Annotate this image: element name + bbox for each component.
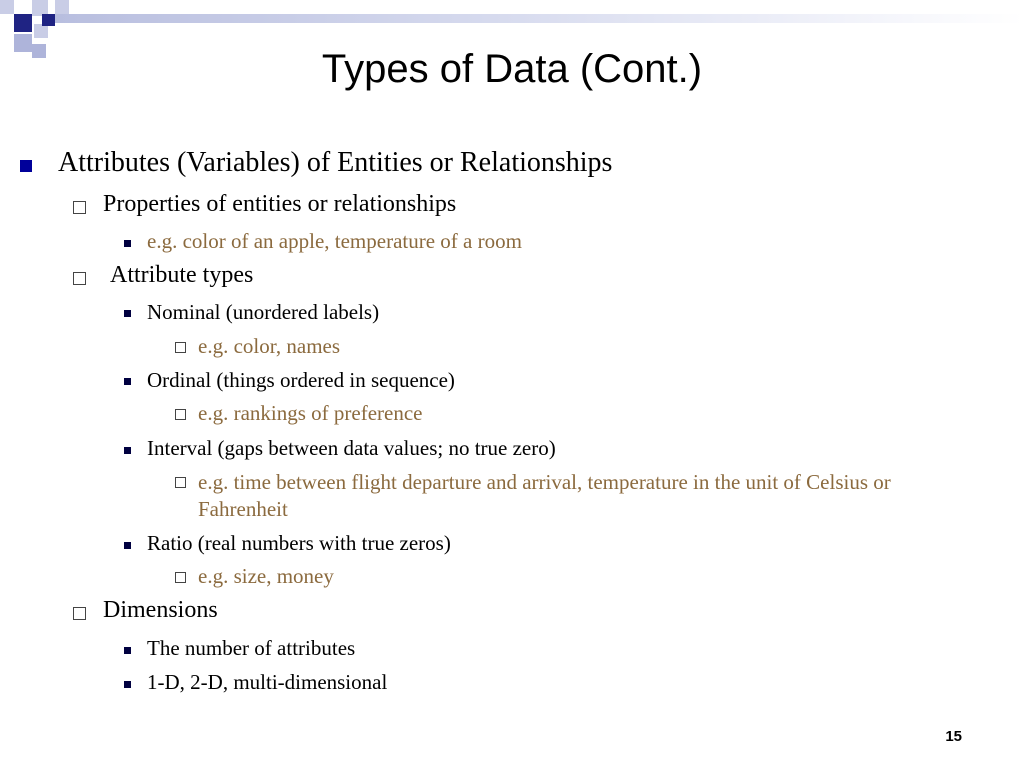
- square-bullet-icon: [20, 160, 32, 172]
- slide-title: Types of Data (Cont.): [321, 47, 703, 91]
- hollow-square-bullet-icon: [73, 607, 86, 620]
- bullet-level2: Attribute types: [110, 262, 254, 288]
- hollow-square-bullet-icon: [73, 201, 86, 214]
- example-text: e.g. size, money: [198, 564, 334, 588]
- hollow-square-bullet-icon: [175, 572, 186, 583]
- bullet-level3: Interval (gaps between data values; no true zero): [147, 436, 556, 460]
- example-text: e.g. color of an apple, temperature of a room: [147, 229, 522, 253]
- bullet-level2: Properties of entities or relationships: [103, 191, 457, 217]
- bullet-level2: Dimensions: [103, 597, 218, 623]
- example-text: e.g. time between flight departure and arrival, temperature in the unit of Celsius or Fahrenheit: [198, 470, 891, 521]
- hollow-square-bullet-icon: [175, 342, 186, 353]
- square-bullet-icon: [124, 542, 131, 549]
- hollow-square-bullet-icon: [73, 272, 86, 285]
- page-number: 15: [945, 728, 962, 745]
- bullet-level3: The number of attributes: [147, 636, 356, 660]
- square-bullet-icon: [124, 681, 131, 688]
- square-bullet-icon: [124, 647, 131, 654]
- bullet-level3: 1-D, 2-D, multi-dimensional: [147, 670, 388, 694]
- hollow-square-bullet-icon: [175, 409, 186, 420]
- bullet-level3: Ratio (real numbers with true zeros): [147, 531, 451, 555]
- example-text: e.g. rankings of preference: [198, 401, 423, 425]
- example-text: e.g. color, names: [198, 334, 341, 358]
- square-bullet-icon: [124, 310, 131, 317]
- square-bullet-icon: [124, 378, 131, 385]
- hollow-square-bullet-icon: [175, 477, 186, 488]
- bullet-level3: Ordinal (things ordered in sequence): [147, 368, 455, 392]
- bullet-level1: Attributes (Variables) of Entities or Relationships: [58, 147, 613, 178]
- bullet-level3: Nominal (unordered labels): [147, 300, 380, 324]
- square-bullet-icon: [124, 240, 131, 247]
- square-bullet-icon: [124, 447, 131, 454]
